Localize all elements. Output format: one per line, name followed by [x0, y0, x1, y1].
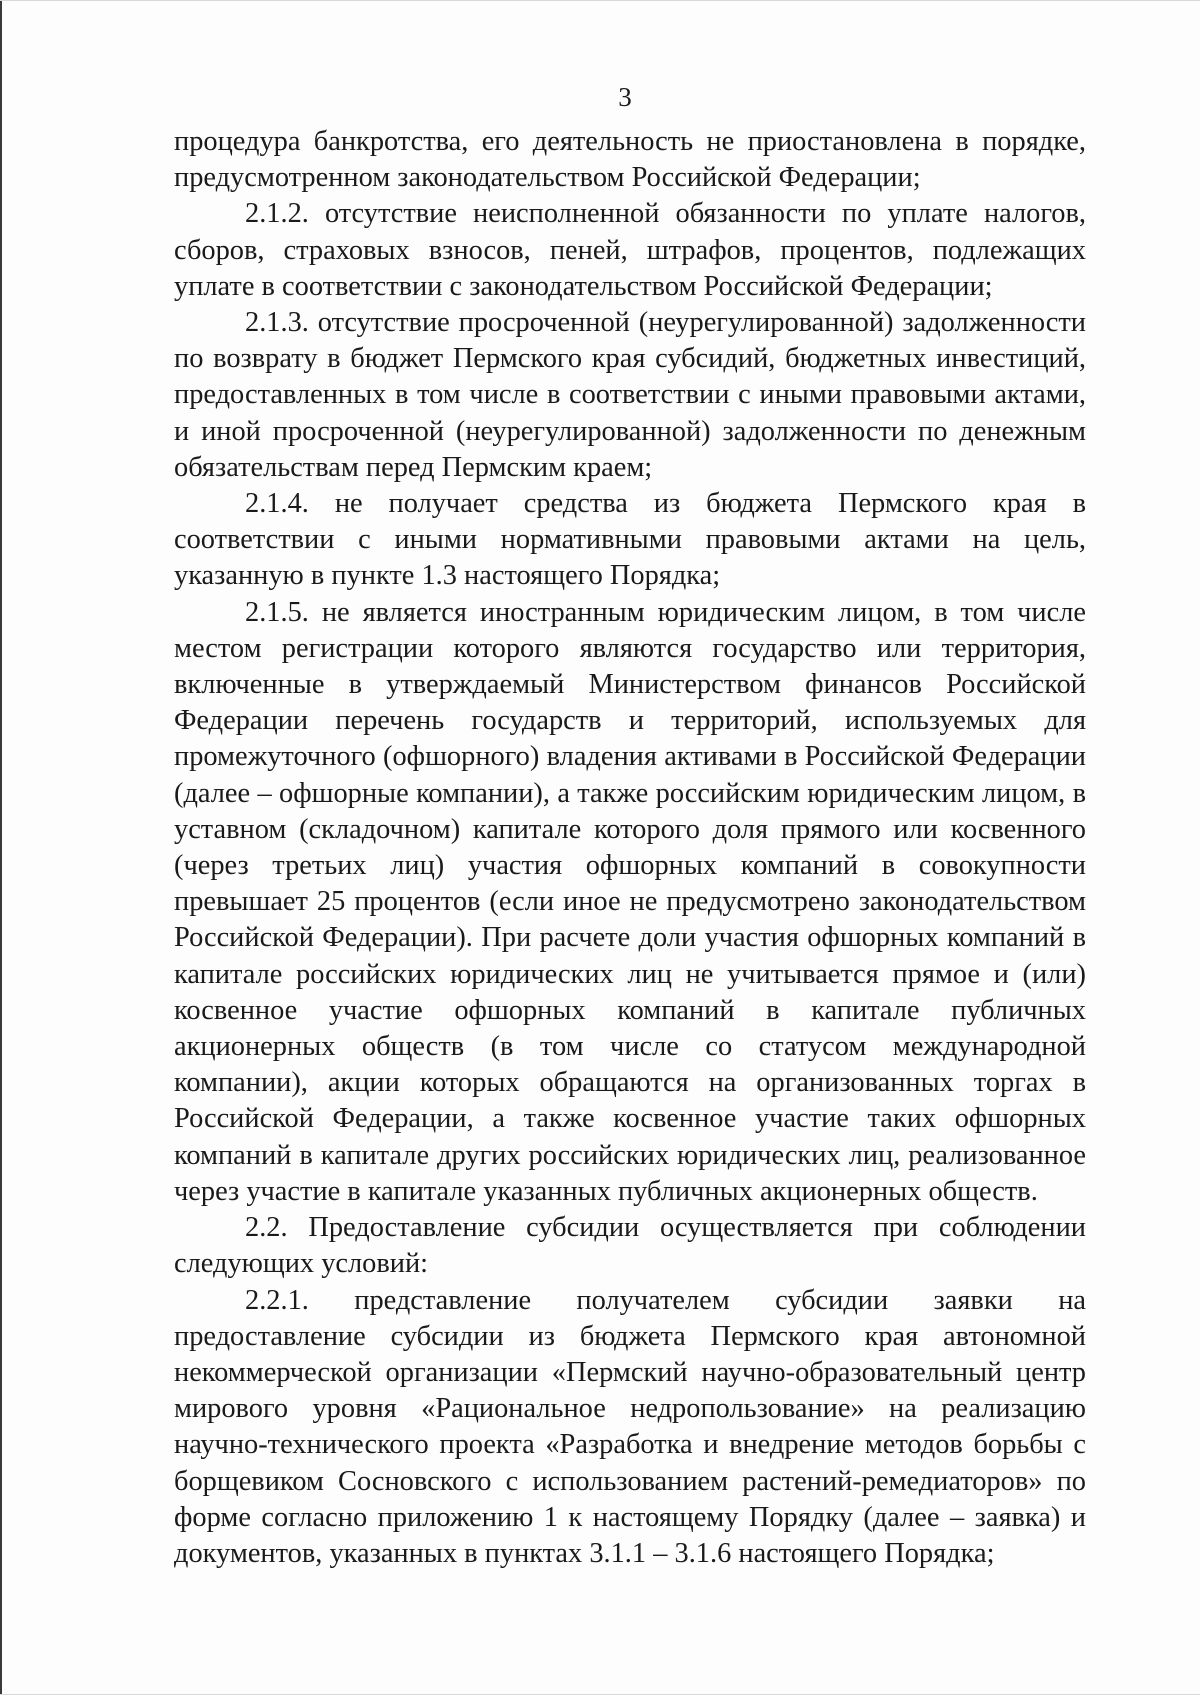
paragraph-2-2-1: 2.2.1. представление получателем субсидии заявки на предоставление субсидии из бюджета Пермского края автономной некоммерческой организации «Пермский научно-образовательный центр мирового уровня «Рациональное недропользование» на реализацию научно-технического проекта «Разработка и внедрение методов борьбы с борщевиком Сосновского с использованием растений-ремедиаторов» по форме согласно приложению 1 к настоящему Порядку (далее – заявка) и документов, указанных в пунктах 3.1.1 – 3.1.6 настоящего Порядка; [174, 1284, 1086, 1569]
paragraph-2-1-5: 2.1.5. не является иностранным юридическим лицом, в том числе местом регистрации которого являются государство или территория, включенные в утверждаемый Министерством финансов Российской Федерации перечень государств и территорий, используемых для промежуточного (офшорного) владения активами в Российской Федерации (далее – офшорные компании), а также российским юридическим лицом, в уставном (складочном) капитале которого доля прямого или косвенного (через третьих лиц) участия офшорных компаний в совокупности превышает 25 процентов (если иное не предусмотрено законодательством Российской Федерации). При расчете доли участия офшорных компаний в капитале российских юридических лиц не учитывается прямое и (или) косвенное участие офшорных компаний в капитале публичных акционерных обществ (в том числе со статусом международной компании), акции которых обращаются на организованных торгах в Российской Федерации, а также косвенное участие таких офшорных компаний в капитале других российских юридических лиц, реализованное через участие в капитале указанных публичных акционерных обществ. [174, 596, 1086, 1207]
paragraph-2-1-2: 2.1.2. отсутствие неисполненной обязанности по уплате налогов, сборов, страховых взносов, пеней, штрафов, процентов, подлежащих уплате в соответствии с законодательством Российской Федерации; [174, 198, 1086, 302]
paragraph-2-2: 2.2. Предоставление субсидии осуществляется при соблюдении следующих условий: [174, 1212, 1086, 1280]
paragraph-2-1-4: 2.1.4. не получает средства из бюджета Пермского края в соответствии с иными нормативными правовыми актами на цель, указанную в пункте 1.3 настоящего Порядка; [174, 488, 1086, 592]
scan-top-edge [0, 0, 1200, 1]
paragraph-bankruptcy-continuation: процедура банкротства, его деятельность не приостановлена в порядке, предусмотренном законодательством Российской Федерации; [174, 126, 1086, 194]
document-body [174, 124, 1086, 1572]
paragraph-2-1-3: 2.1.3. отсутствие просроченной (неурегулированной) задолженности по возврату в бюджет Пермского края субсидий, бюджетных инвестиций, предоставленных в том числе в соответствии с иными правовыми актами, и иной просроченной (неурегулированной) задолженности по денежным обязательствам перед Пермским краем; [174, 307, 1086, 483]
scan-left-edge [0, 0, 2, 1695]
page-number: 3 [618, 82, 632, 112]
